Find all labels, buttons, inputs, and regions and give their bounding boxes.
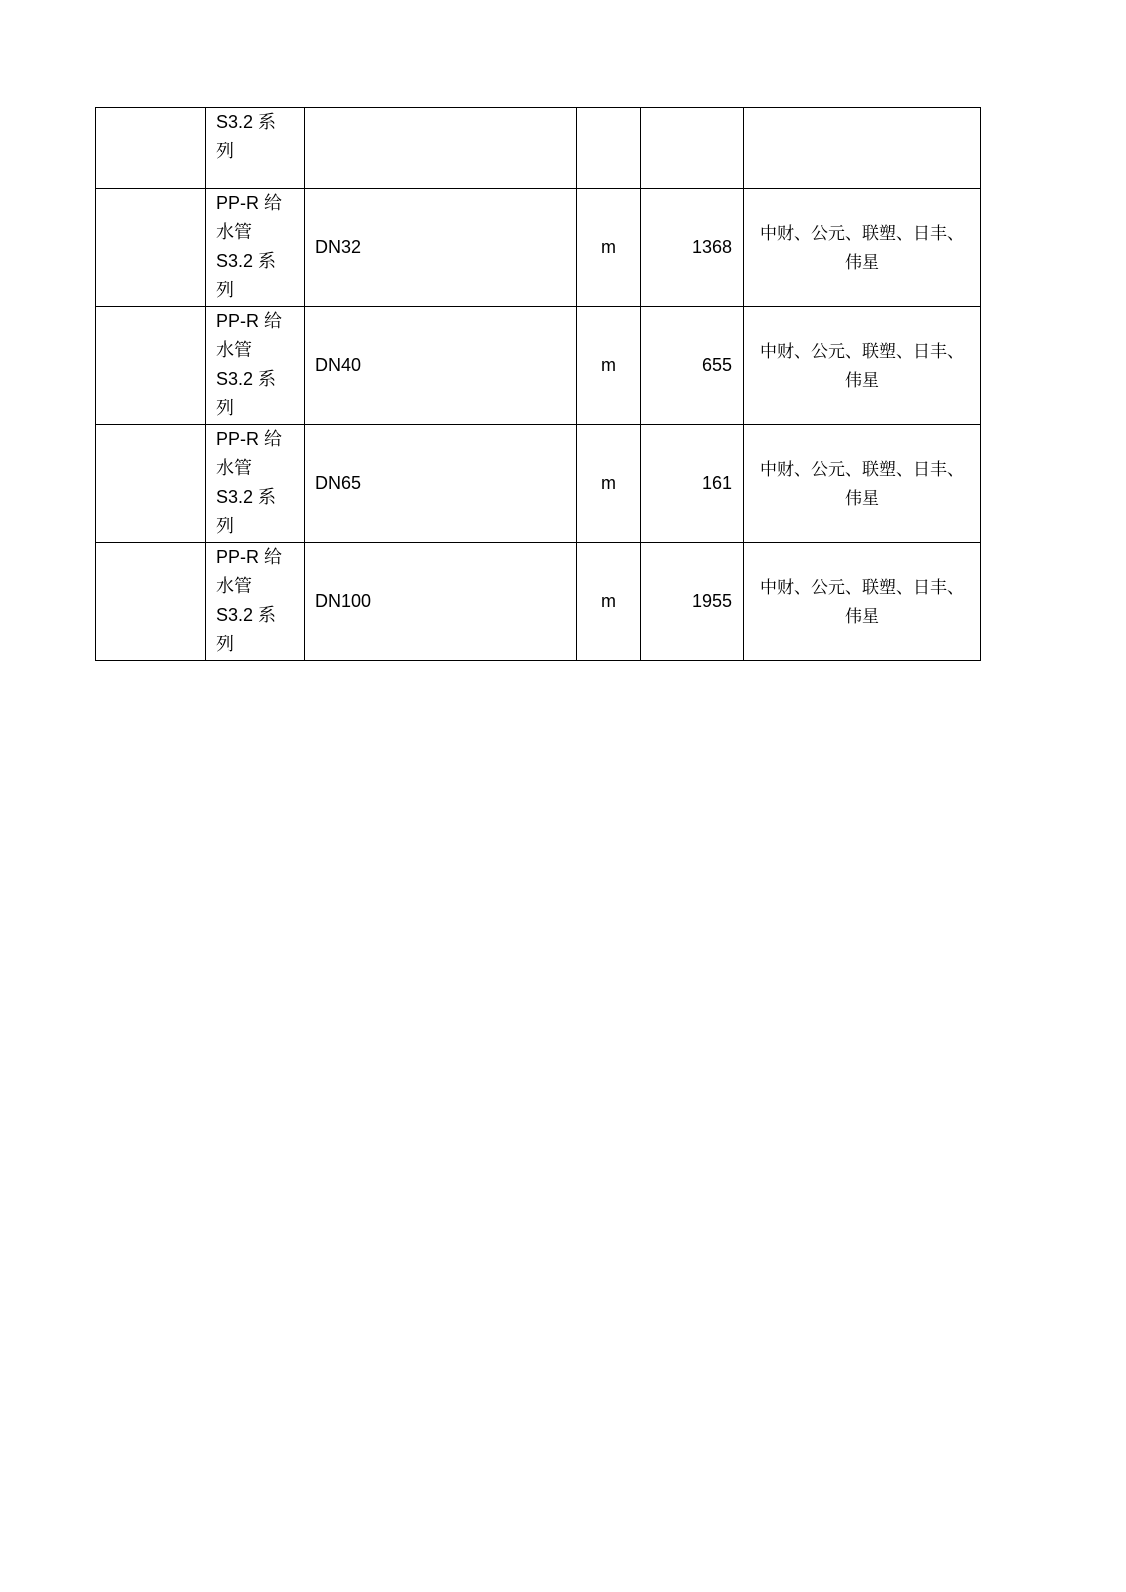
item-name-line: 列 [216,141,234,161]
quantity-cell [641,108,744,189]
item-name-line: PP-R 给 [216,429,283,449]
table-row [96,108,981,189]
item-name-line: 水管 [216,222,252,242]
item-name-cell [206,189,305,307]
table-row [96,307,981,425]
quantity-cell: 655 [641,307,744,425]
item-name-cell [206,425,305,543]
materials-table [95,107,981,661]
index-cell [96,425,206,543]
spec-cell: DN100 [305,543,577,661]
item-name-cell [206,543,305,661]
quantity-cell: 161 [641,425,744,543]
item-name-line: 列 [216,634,234,654]
table-row [96,189,981,307]
quantity-cell: 1955 [641,543,744,661]
table-row [96,543,981,661]
unit-cell [577,108,641,189]
spec-cell: DN32 [305,189,577,307]
item-name-line: 水管 [216,458,252,478]
spec-cell: DN65 [305,425,577,543]
item-name-line: S3.2 系 [216,112,277,132]
unit-cell: m [577,189,641,307]
spec-cell [305,108,577,189]
item-name-line: S3.2 系 [216,605,277,625]
index-cell [96,543,206,661]
item-name-line: 列 [216,398,234,418]
item-name-cell [206,307,305,425]
index-cell [96,189,206,307]
brands-cell: 中财、公元、联塑、日丰、伟星 [744,307,981,425]
brands-cell [744,108,981,189]
table-row [96,425,981,543]
item-name-line: S3.2 系 [216,369,277,389]
unit-cell: m [577,307,641,425]
item-name-line: 列 [216,280,234,300]
item-name-line: PP-R 给 [216,547,283,567]
brands-cell: 中财、公元、联塑、日丰、伟星 [744,425,981,543]
spec-cell: DN40 [305,307,577,425]
index-cell [96,307,206,425]
unit-cell: m [577,543,641,661]
item-name-line: PP-R 给 [216,193,283,213]
brands-cell: 中财、公元、联塑、日丰、伟星 [744,543,981,661]
item-name-line: 水管 [216,340,252,360]
item-name-line: S3.2 系 [216,487,277,507]
item-name-line: PP-R 给 [216,311,283,331]
item-name-line: 水管 [216,576,252,596]
table-body [96,108,981,661]
item-name-line: 列 [216,516,234,536]
quantity-cell: 1368 [641,189,744,307]
index-cell [96,108,206,189]
item-name-cell [206,108,305,189]
item-name-line: S3.2 系 [216,251,277,271]
brands-cell: 中财、公元、联塑、日丰、伟星 [744,189,981,307]
unit-cell: m [577,425,641,543]
